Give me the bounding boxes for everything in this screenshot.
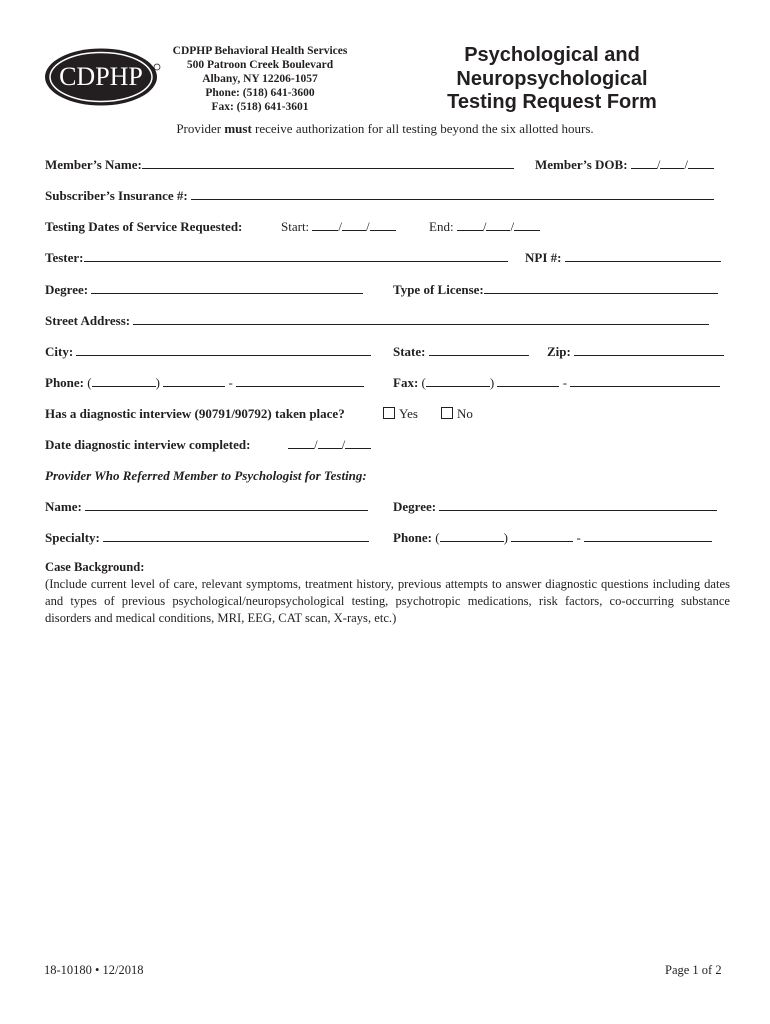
diagnostic-date-field[interactable]: / /	[288, 437, 371, 453]
subscriber-insurance-label: Subscriber’s Insurance #:	[45, 188, 188, 203]
start-label: Start:	[281, 219, 310, 234]
street-address-field[interactable]	[45, 313, 709, 329]
end-date-field[interactable]: End: / /	[429, 219, 540, 235]
city-field[interactable]	[45, 344, 371, 360]
case-background-instructions: (Include current level of care, relevant symptoms, treatment history, previous attempts to answer diagnostic questions including dates and types of previous psychological/neuropsychological testing, psychotropic medications, risk factors, co-occurring substance disorders and medical conditions, MRI, EEG, CAT scan, X-rays, etc.)	[45, 577, 730, 625]
subscriber-insurance-line[interactable]	[191, 188, 714, 200]
yes-option[interactable]	[383, 406, 418, 422]
degree-label: Degree:	[45, 282, 89, 297]
degree-field[interactable]	[45, 282, 363, 298]
referrer-name-field[interactable]	[45, 499, 368, 515]
referral-heading: Provider Who Referred Member to Psychologist for Testing:	[45, 468, 367, 483]
testing-dates-label: Testing Dates of Service Requested:	[45, 219, 243, 234]
referrer-phone-label: Phone:	[393, 530, 432, 545]
tester-label: Tester:	[45, 250, 84, 265]
npi-field[interactable]	[525, 250, 721, 266]
referrer-name-label: Name:	[45, 499, 82, 514]
phone-field[interactable]: Phone: ( ) -	[45, 375, 364, 391]
city-label: City:	[45, 344, 74, 359]
address-line-2: Albany, NY 12206-1057	[202, 73, 318, 85]
yes-checkbox[interactable]	[383, 407, 395, 419]
phone-label: Phone:	[45, 375, 84, 390]
case-background	[45, 559, 730, 627]
notice-before: Provider	[176, 121, 225, 136]
no-checkbox[interactable]	[441, 407, 453, 419]
npi-line[interactable]	[565, 250, 721, 262]
street-address-line[interactable]	[133, 313, 709, 325]
title-line-1: Psychological and	[464, 44, 640, 66]
address-line-1: 500 Patroon Creek Boulevard	[186, 59, 334, 71]
diagnostic-question: Has a diagnostic interview (90791/90792) taken place?	[45, 406, 345, 421]
zip-field[interactable]	[547, 344, 724, 360]
no-option[interactable]	[441, 406, 473, 422]
diagnostic-date-label: Date diagnostic interview completed:	[45, 437, 251, 452]
form-code: 18-10180 • 12/2018	[44, 963, 144, 977]
start-date-field[interactable]: Start: / /	[281, 219, 396, 235]
subscriber-insurance-field[interactable]	[45, 188, 714, 204]
form-title	[432, 44, 672, 115]
org-name: CDPHP Behavioral Health Services	[172, 45, 348, 57]
notice-after: receive authorization for all testing beyond the six allotted hours.	[251, 121, 594, 136]
referrer-degree-line[interactable]	[439, 499, 717, 511]
referrer-specialty-line[interactable]	[103, 530, 369, 542]
cdphp-logo	[44, 47, 162, 107]
member-name-field[interactable]	[45, 157, 514, 173]
fax-field[interactable]: Fax: ( ) -	[393, 375, 720, 391]
state-label: State:	[393, 344, 426, 359]
street-address-label: Street Address:	[45, 313, 131, 328]
zip-line[interactable]	[574, 344, 724, 356]
yes-label: Yes	[399, 406, 418, 421]
city-line[interactable]	[76, 344, 371, 356]
member-dob-label: Member’s DOB:	[535, 157, 628, 172]
end-label: End:	[429, 219, 454, 234]
org-phone: Phone: (518) 641-3600	[205, 87, 315, 99]
referrer-phone-field[interactable]: Phone: ( ) -	[393, 530, 712, 546]
state-line[interactable]	[429, 344, 529, 356]
member-name-label: Member’s Name:	[45, 157, 142, 172]
title-line-3: Testing Request Form	[447, 91, 657, 113]
org-fax: Fax: (518) 641-3601	[211, 101, 309, 113]
page-number: Page 1 of 2	[665, 963, 722, 977]
npi-label: NPI #:	[525, 250, 562, 265]
member-dob-field[interactable]: Member’s DOB: / /	[535, 157, 714, 173]
member-name-line[interactable]	[142, 157, 514, 169]
organization-address	[160, 44, 360, 114]
referrer-name-line[interactable]	[85, 499, 368, 511]
logo-text: CDPHP	[59, 62, 143, 91]
degree-line[interactable]	[91, 282, 363, 294]
title-line-2: Neuropsychological	[456, 67, 648, 90]
referrer-specialty-label: Specialty:	[45, 530, 100, 545]
zip-label: Zip:	[547, 344, 571, 359]
tester-field[interactable]	[45, 250, 508, 266]
license-type-field[interactable]	[393, 282, 718, 298]
authorization-notice	[0, 121, 770, 137]
fax-label: Fax:	[393, 375, 419, 390]
case-background-heading: Case Background:	[45, 560, 145, 574]
license-type-line[interactable]	[484, 282, 718, 294]
referrer-degree-field[interactable]	[393, 499, 717, 515]
referrer-specialty-field[interactable]	[45, 530, 369, 546]
tester-line[interactable]	[84, 250, 508, 262]
no-label: No	[457, 406, 473, 421]
state-field[interactable]	[393, 344, 529, 360]
notice-emphasis: must	[224, 121, 252, 136]
license-type-label: Type of License:	[393, 282, 484, 297]
referrer-degree-label: Degree:	[393, 499, 437, 514]
case-background-textarea[interactable]	[45, 630, 730, 950]
